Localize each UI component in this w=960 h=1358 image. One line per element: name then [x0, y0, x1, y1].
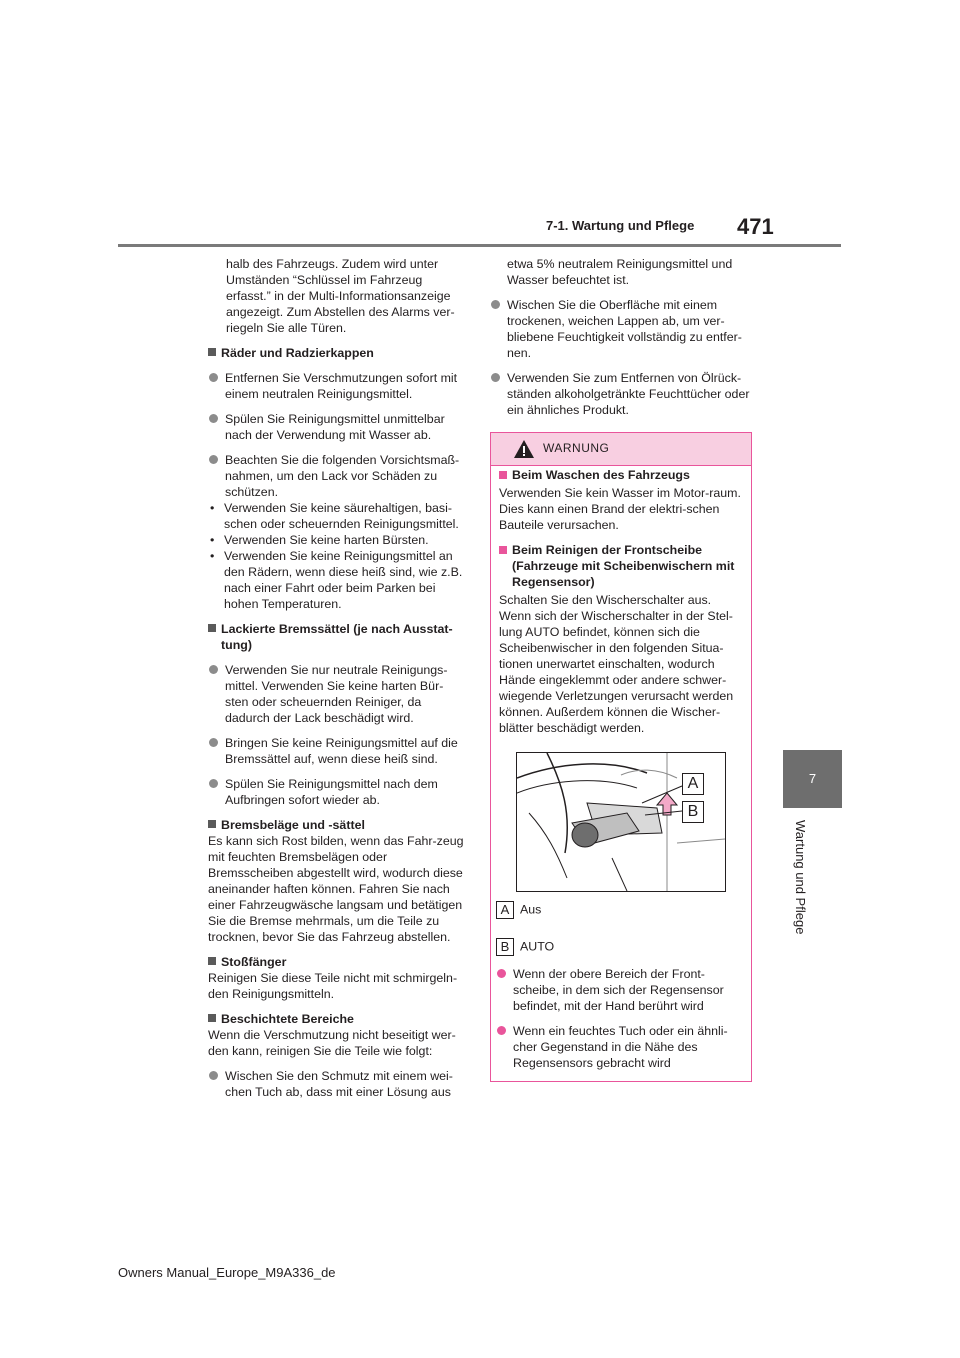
paragraph: Schalten Sie den Wischerschalter aus. Wenn sich der Wischerschalter in der Stel-lung AUTO befindet, können sich die Scheibenwischer in den folgenden Situa-tionen unerwartet einschalten, wodurch Hände eingeklemmt oder andere schwer-wiegende Verletzungen verursacht werden können. Außerdem können die Wischer-blätter beschädigt werden. [499, 593, 734, 735]
warning-title: WARNUNG [543, 441, 610, 455]
heading-brake-pads: Bremsbeläge und -sättel [208, 817, 466, 833]
left-column [208, 256, 466, 1100]
section-title: 7-1. Wartung und Pflege [546, 218, 695, 233]
list-item: Wischen Sie den Schmutz mit einem wei-chen Tuch ab, dass mit einer Lösung aus [208, 1068, 466, 1100]
warning-heading-washing: Beim Waschen des Fahrzeugs [499, 467, 741, 483]
warning-header [491, 433, 751, 466]
chapter-tab[interactable]: 7 [783, 750, 842, 808]
heading-coated-areas: Beschichtete Bereiche [208, 1011, 466, 1027]
chapter-title: Wartung und Pflege [793, 820, 808, 935]
list-item: Verwenden Sie zum Entfernen von Ölrück-ständen alkoholgetränkte Feuchttücher oder ein ähnliches Produkt. [490, 370, 752, 418]
right-column [490, 256, 752, 418]
list-item: Entfernen Sie Verschmutzungen sofort mit einem neutralen Reinigungsmittel. [208, 370, 466, 402]
wiper-switch-illustration [516, 752, 726, 892]
paragraph: Wenn die Verschmutzung nicht beseitigt wer-den kann, reinigen Sie die Teile wie folgt: [208, 1028, 456, 1058]
paragraph: Reinigen Sie diese Teile nicht mit schmirgeln-den Reinigungsmitteln. [208, 971, 458, 1001]
list-item: Beachten Sie die folgenden Vorsichtsmaß-nahmen, um den Lack vor Schäden zu schützen. [208, 452, 466, 500]
continued-text: etwa 5% neutralem Reinigungsmittel und Wasser befeuchtet ist. [507, 257, 733, 287]
intro-text: halb des Fahrzeugs. Zudem wird unter Umständen “Schlüssel im Fahrzeug erfasst.” in der Multi-Informationsanzeige angezeigt. Zum Abstellen des Alarms ver-riegeln Sie alle Türen. [226, 257, 455, 335]
heading-bumpers: Stoßfänger [208, 954, 466, 970]
warning-icon [513, 439, 535, 459]
list-item: Spülen Sie Reinigungsmittel unmittelbar nach der Verwendung mit Wasser ab. [208, 411, 466, 443]
heading-wheels: Räder und Radzierkappen [208, 345, 466, 361]
heading-brake-calipers: Lackierte Bremssättel (je nach Ausstat-tung) [208, 621, 466, 653]
list-item: Spülen Sie Reinigungsmittel nach dem Aufbringen sofort wieder ab. [208, 776, 466, 808]
callout-a: A [682, 773, 704, 795]
warning-body [499, 467, 741, 736]
header-rule [118, 244, 841, 247]
footer-text: Owners Manual_Europe_M9A336_de [118, 1265, 336, 1280]
list-item: Wischen Sie die Oberfläche mit einem trockenen, weichen Lappen ab, um ver-bliebene Feuchtigkeit vollständig zu entfer-nen. [490, 297, 752, 361]
list-item: Wenn der obere Bereich der Front-scheibe, in dem sich der Regensensor befindet, mit der Hand berührt wird [496, 966, 744, 1014]
list-item: Verwenden Sie nur neutrale Reinigungs-mittel. Verwenden Sie keine harten Bür-sten oder scheuernden Reiniger, da dadurch der Lack beschädigt wird. [208, 662, 466, 726]
list-item: Bringen Sie keine Reinigungsmittel auf die Bremssättel auf, wenn diese heiß sind. [208, 735, 466, 767]
paragraph: Es kann sich Rost bilden, wenn das Fahr-zeug mit feuchten Bremsbelägen oder Bremsscheiben abgestellt wird, wodurch diese aneinander haften können. Fahren Sie nach einer Fahrzeugwäsche langsam und betätigen Sie die Bremse mehrmals, um die Teile zu trocknen, bevor Sie das Fahrzeug abstellen. [208, 834, 464, 944]
sub-list-item: • Verwenden Sie keine harten Bürsten. [210, 533, 429, 547]
sub-list-item: • Verwenden Sie keine Reinigungsmittel an den Rädern, wenn diese heiß sind, wie z.B. nach einer Fahrt oder beim Parken bei hohen Temperaturen. [210, 549, 463, 611]
warning-legend [496, 901, 744, 1071]
sub-list-item: • Verwenden Sie keine säurehaltigen, basi-schen oder scheuernden Reinigungsmittel. [210, 501, 459, 531]
legend-b: B AUTO [496, 938, 744, 956]
legend-a: A Aus [496, 901, 744, 919]
list-item: Wenn ein feuchtes Tuch oder ein ähnli-cher Gegenstand in die Nähe des Regensensors gebracht wird [496, 1023, 744, 1071]
warning-heading-windshield: Beim Reinigen der Frontscheibe (Fahrzeuge mit Scheibenwischern mit Regensensor) [499, 542, 741, 590]
paragraph: Verwenden Sie kein Wasser im Motor-raum. Dies kann einen Brand der elektri-schen Bauteile verursachen. [499, 486, 741, 532]
callout-b: B [682, 801, 704, 823]
page-number: 471 [737, 214, 774, 239]
